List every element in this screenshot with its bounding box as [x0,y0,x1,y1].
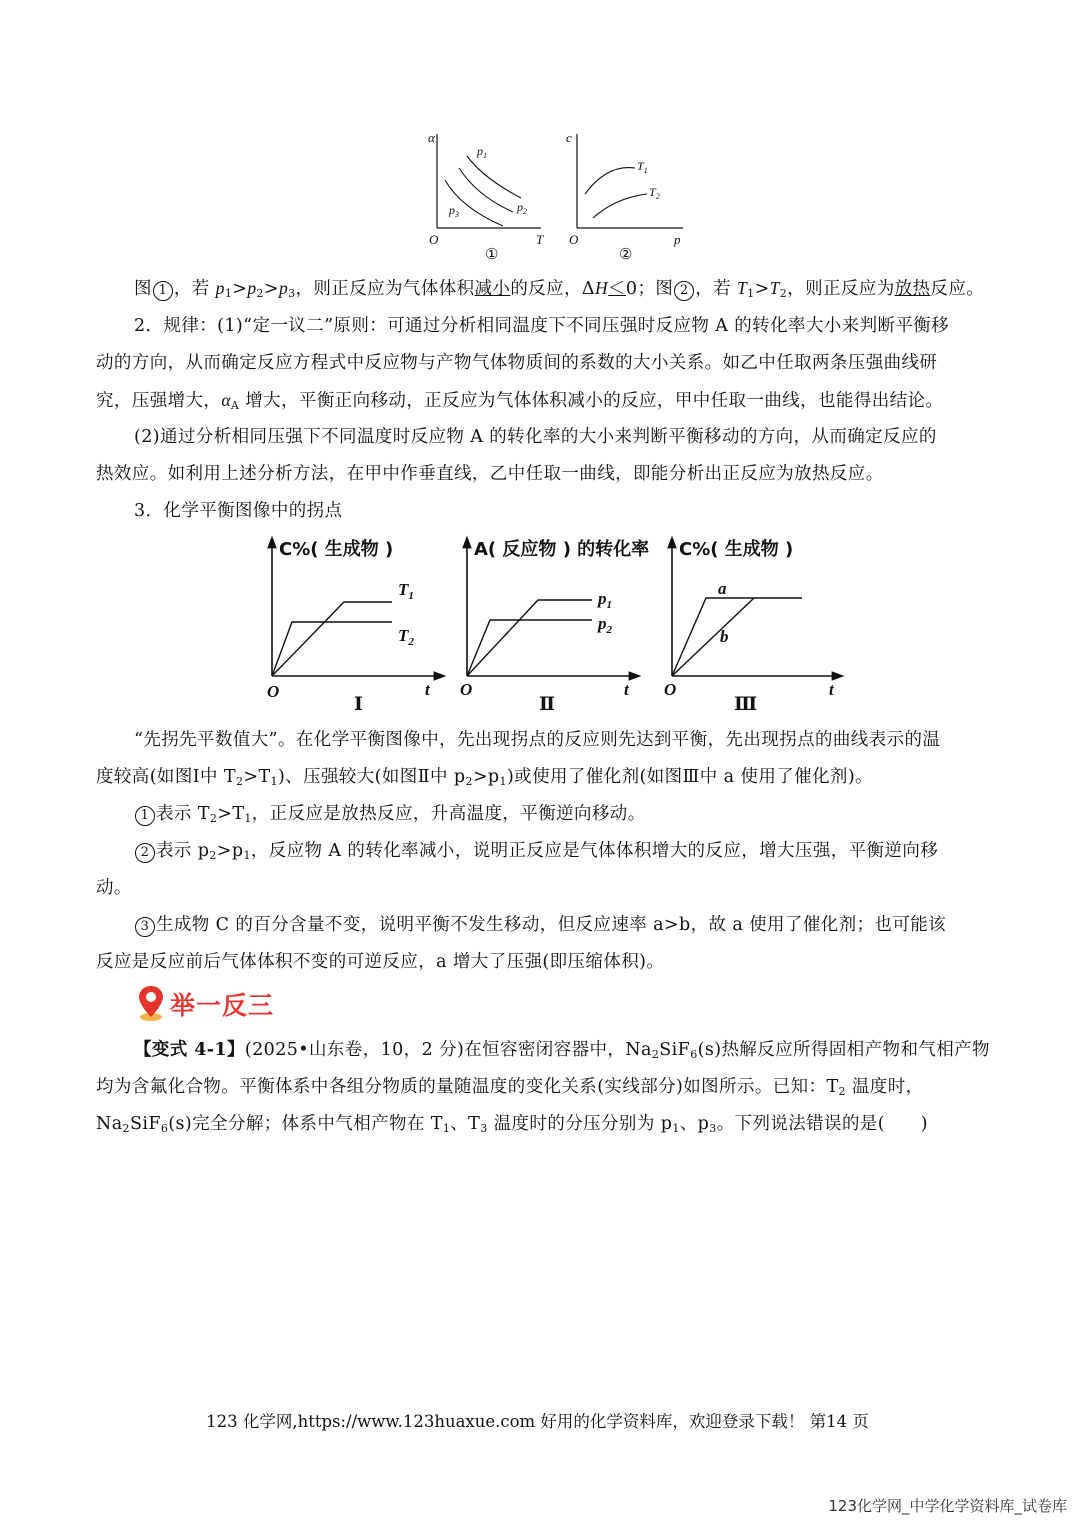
watermark-text: 123化学网_中学化学资料库_试卷库 [828,1497,1067,1515]
y-axis-title: A( 反应物 ) 的转化率 [474,539,650,560]
paragraph-rule2-line-1: (2)通过分析相同压强下不同温度时反应物 A 的转化率的大小来判断平衡移动的方向，从而确定反应的 [134,427,937,447]
paragraph-rule-line-3: 究，压强增大，$\alpha_A$ 增大，平衡正向移动，正反应为气体体积减小的反应，甲中任取一曲线，也能得出结论。 [96,390,944,412]
paragraph-point-1: 1 表示 $T_2>T_1$，正反应是放热反应，升高温度，平衡逆向移动。 [134,802,1024,826]
curve-p1 [467,600,592,676]
exercise-tag: 【变式 4-1】 [134,1040,245,1060]
label-T2: $T_2$ [649,185,660,201]
paragraph-rule-line-1: 2．规律：(1)“定一议二”原则：可通过分析相同温度下不同压强时反应物 A 的转化率大小来判断平衡移 [134,316,950,336]
section-title: 举一反三 [170,991,275,1020]
label-p1: $p_1$ [477,144,487,160]
label-p1: $p_1$ [598,589,612,611]
y-axis-label: c [566,130,572,145]
x-axis-label: T [536,232,544,247]
paragraph-first-inflection-line-2: 度较高(如图Ⅰ中 $T_2>T_1$)、压强较大(如图Ⅱ中 $p_2>p_1$)或使用了催化剂(如图Ⅲ中 a 使用了催化剂)。 [96,767,873,788]
x-axis-label: t [624,680,629,699]
label-T1: $T_1$ [398,580,414,602]
exercise-line-3: $Na_2SiF_6(s)$完全分解；体系中气相产物在 $T_1$、$T_3$ 温度时的分压分别为 $p_1$、$p_3$。下列说法错误的是( ) [96,1114,928,1135]
label-a: a [718,579,727,598]
x-axis-label: t [829,680,834,699]
curve-T1 [585,168,635,194]
paragraph-point-3-line-2: 反应是反应前后气体体积不变的可逆反应，a 增大了压强(即压缩体积)。 [96,952,665,972]
page-footer: 123 化学网,https://www.123huaxue.com 好用的化学资料库，欢迎登录下载！ 第14 页 [206,1412,869,1431]
curve-p2 [467,620,592,676]
caption-I: Ⅰ [354,694,363,715]
caption-II: Ⅱ [539,694,556,715]
y-axis-title: C%( 生成物 ) [279,539,394,560]
graph-c-vs-p [566,130,683,263]
label-p3: $p_3$ [449,203,459,219]
graph-II [460,538,649,715]
curve-a [672,598,802,676]
caption-III: Ⅲ [734,694,758,715]
x-axis-label: p [674,232,681,247]
caption-graph-1: ① [485,247,499,263]
origin-label: O [664,680,677,699]
y-axis-title: C%( 生成物 ) [679,539,794,560]
paragraph-first-inflection-line-1: “先拐先平数值大”。在化学平衡图像中，先出现拐点的反应则先达到平衡，先出现拐点的曲线表示的温 [134,730,941,750]
heading-inflection-point: 3．化学平衡图像中的拐点 [134,501,343,521]
paragraph-point-3-line-1: 3 生成物 C 的百分含量不变，说明平衡不发生移动，但反应速率 a>b，故 a 使用了催化剂；也可能该 [134,913,1024,937]
paragraph-rule-line-2: 动的方向，从而确定反应方程式中反应物与产物气体物质间的系数的大小关系。如乙中任取两条压强曲线研 [96,353,938,373]
curve-T2 [272,622,392,676]
caption-graph-2: ② [619,247,633,263]
paragraph-figure-conclusion: 图 1 ，若 $p_1>p_2>p_3$，则正反应为气体体积减小的反应，ΔH＜0；图 2 ，若 $T_1>T_2$，则正反应为放热反应。 [134,278,985,300]
x-axis-label: t [425,680,430,699]
paragraph-point-2-line-1: 2 表示 $p_2>p_1$，反应物 A 的转化率减小，说明正反应是气体体积增大的反应，增大压强，平衡逆向移 [134,839,1024,863]
y-axis-label: α [428,130,435,145]
origin-label: O [429,232,439,247]
paragraph-point-2-line-2: 动。 [96,878,132,898]
text-fig: 图 [134,279,152,299]
graph-III [664,538,838,715]
label-b: b [720,627,729,646]
exercise-line-1: 【变式 4-1】(2025•山东卷，10，2 分)在恒容密闭容器中，$Na_2SiF_6(s)$热解反应所得固相产物和气相产物 [134,1040,990,1061]
graph-I [267,538,440,715]
curve-b [672,598,754,676]
curve-T2 [593,194,647,218]
origin-label: O [460,680,473,699]
figure-alpha-T-and-c-p [415,128,695,263]
origin-label: O [267,682,280,701]
label-p2: $p_2$ [598,614,612,636]
paragraph-rule2-line-2: 热效应。如利用上述分析方法，在甲中作垂直线，乙中任取一曲线，即能分析出正反应为放热反应。 [96,464,884,484]
curve-p1 [467,156,521,198]
label-p2: $p_2$ [517,200,527,216]
curve-T1 [272,602,392,676]
figure-inflection-graphs [262,534,852,716]
label-T2: $T_2$ [398,626,414,648]
location-pin-icon [136,984,166,1022]
origin-label: O [569,232,579,247]
label-T1: $T_1$ [637,159,648,175]
exercise-line-2: 均为含氟化合物。平衡体系中各组分物质的量随温度的变化关系(实线部分)如图所示。已知：$T_2$ 温度时， [96,1077,924,1098]
graph-alpha-vs-T [428,130,544,263]
